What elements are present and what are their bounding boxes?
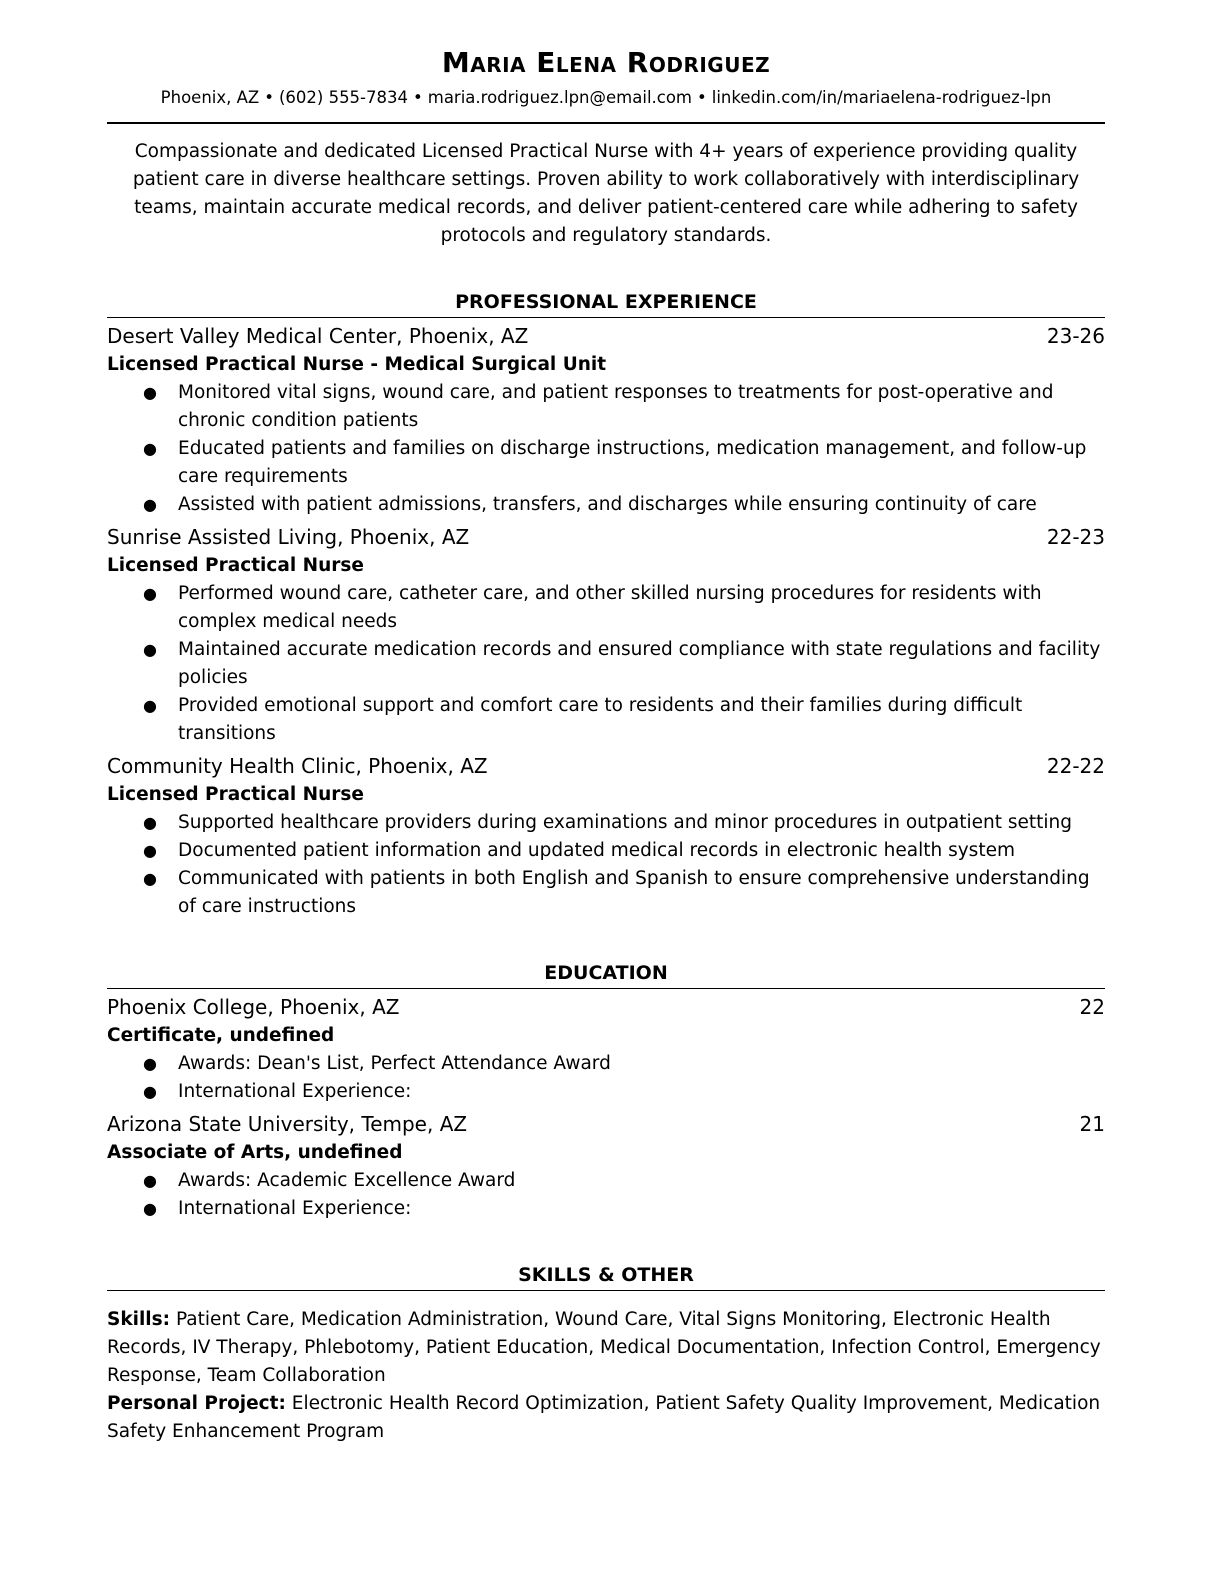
education-entry xyxy=(107,992,1105,1106)
degree: Associate of Arts, undefined xyxy=(107,1142,403,1163)
skills-line xyxy=(107,1306,1105,1390)
list-item xyxy=(107,1167,1105,1195)
contact-separator: • xyxy=(697,88,707,107)
list-item xyxy=(107,692,1105,748)
list-item xyxy=(107,1050,1105,1078)
list-item xyxy=(107,1078,1105,1106)
employer: Community Health Clinic, Phoenix, AZ xyxy=(107,754,488,778)
bullet-icon: ● xyxy=(143,439,157,458)
bullet-icon: ● xyxy=(143,696,157,715)
list-item xyxy=(107,636,1105,692)
entry-header xyxy=(107,751,1105,781)
entry-header xyxy=(107,992,1105,1022)
list-item xyxy=(107,837,1105,865)
bullet-text: Maintained accurate medication records and ensured compliance with state regulations and facility policies xyxy=(178,639,1101,688)
bullet-list xyxy=(107,1167,1105,1223)
bullet-icon: ● xyxy=(143,1199,157,1218)
bullet-icon: ● xyxy=(143,813,157,832)
experience-entry xyxy=(107,321,1105,519)
entry-dates: 21 xyxy=(1079,1112,1105,1136)
school: Phoenix College, Phoenix, AZ xyxy=(107,995,400,1019)
list-item xyxy=(107,379,1105,435)
entry-header xyxy=(107,321,1105,351)
contact-separator: • xyxy=(413,88,423,107)
contact-location: Phoenix, AZ xyxy=(160,88,260,107)
bullet-icon: ● xyxy=(143,1082,157,1101)
employer: Desert Valley Medical Center, Phoenix, AZ xyxy=(107,324,529,348)
contact-phone: (602) 555-7834 xyxy=(278,88,409,107)
entry-header xyxy=(107,1109,1105,1139)
project-line xyxy=(107,1390,1105,1446)
bullet-text: Provided emotional support and comfort care to residents and their families during difficult transitions xyxy=(178,695,1023,744)
bullet-text: Assisted with patient admissions, transfers, and discharges while ensuring continuity of care xyxy=(178,494,1037,515)
section-title-skills: SKILLS & OTHER xyxy=(107,1261,1105,1291)
degree: Certificate, undefined xyxy=(107,1025,335,1046)
bullet-icon: ● xyxy=(143,1054,157,1073)
list-item xyxy=(107,809,1105,837)
bullet-text: Communicated with patients in both English and Spanish to ensure comprehensive understanding of care instructions xyxy=(178,868,1090,917)
contact-linkedin[interactable]: linkedin.com/in/mariaelena-rodriguez-lpn xyxy=(711,88,1052,107)
bullet-icon: ● xyxy=(143,495,157,514)
professional-summary: Compassionate and dedicated Licensed Practical Nurse with 4+ years of experience providing quality patient care in diverse healthcare settings. Proven ability to work collaboratively with interdisciplinary teams, maintain accurate medical records, and deliver patient-centered care while adhering to safety protocols and regulatory standards. xyxy=(132,141,1080,246)
bullet-list xyxy=(107,809,1105,921)
bullet-text: International Experience: xyxy=(178,1198,412,1219)
section-title-education: EDUCATION xyxy=(107,959,1105,989)
employer: Sunrise Assisted Living, Phoenix, AZ xyxy=(107,525,470,549)
bullet-text: Awards: Academic Excellence Award xyxy=(178,1170,516,1191)
bullet-text: Educated patients and families on discharge instructions, medication management, and follow-up care requirements xyxy=(178,438,1087,487)
bullet-icon: ● xyxy=(143,869,157,888)
bullet-text: Supported healthcare providers during examinations and minor procedures in outpatient setting xyxy=(178,812,1073,833)
contact-line xyxy=(107,86,1105,110)
bullet-icon: ● xyxy=(143,841,157,860)
bullet-list xyxy=(107,379,1105,519)
experience-entry xyxy=(107,751,1105,921)
bullet-icon: ● xyxy=(143,1171,157,1190)
bullet-text: Monitored vital signs, wound care, and patient responses to treatments for post-operative and chronic condition patients xyxy=(178,382,1054,431)
project-label: Personal Project: xyxy=(107,1393,286,1414)
job-title: Licensed Practical Nurse xyxy=(107,784,364,805)
bullet-icon: ● xyxy=(143,640,157,659)
section-title-experience: PROFESSIONAL EXPERIENCE xyxy=(107,288,1105,318)
education-entry xyxy=(107,1109,1105,1223)
skills-block xyxy=(107,1306,1105,1446)
job-title: Licensed Practical Nurse - Medical Surgical Unit xyxy=(107,354,607,375)
list-item xyxy=(107,435,1105,491)
skills-label: Skills: xyxy=(107,1309,171,1330)
bullet-list xyxy=(107,1050,1105,1106)
entry-dates: 23-26 xyxy=(1046,324,1105,348)
job-title: Licensed Practical Nurse xyxy=(107,555,364,576)
entry-dates: 22-23 xyxy=(1046,525,1105,549)
experience-entry xyxy=(107,522,1105,748)
bullet-text: International Experience: xyxy=(178,1081,412,1102)
bullet-text: Performed wound care, catheter care, and other skilled nursing procedures for residents with complex medical needs xyxy=(178,583,1042,632)
list-item xyxy=(107,491,1105,519)
list-item xyxy=(107,580,1105,636)
school: Arizona State University, Tempe, AZ xyxy=(107,1112,468,1136)
entry-dates: 22 xyxy=(1079,995,1105,1019)
list-item xyxy=(107,865,1105,921)
list-item xyxy=(107,1195,1105,1223)
bullet-text: Awards: Dean's List, Perfect Attendance Award xyxy=(178,1053,611,1074)
contact-email[interactable]: maria.rodriguez.lpn@email.com xyxy=(427,88,693,107)
skills-text: Patient Care, Medication Administration, Wound Care, Vital Signs Monitoring, Electronic Health Records, IV Therapy, Phlebotomy, Patient Education, Medical Documentation, Infection Control, Emergency Response, Team Collaboration xyxy=(107,1309,1101,1386)
bullet-text: Documented patient information and updated medical records in electronic health system xyxy=(178,840,1015,861)
entry-header xyxy=(107,522,1105,552)
candidate-name: Maria Elena Rodriguez xyxy=(441,46,771,79)
header-divider xyxy=(107,122,1105,124)
project-text: Electronic Health Record Optimization, Patient Safety Quality Improvement, Medication Safety Enhancement Program xyxy=(107,1393,1101,1442)
entry-dates: 22-22 xyxy=(1046,754,1105,778)
bullet-icon: ● xyxy=(143,383,157,402)
contact-separator: • xyxy=(264,88,274,107)
bullet-list xyxy=(107,580,1105,748)
bullet-icon: ● xyxy=(143,584,157,603)
